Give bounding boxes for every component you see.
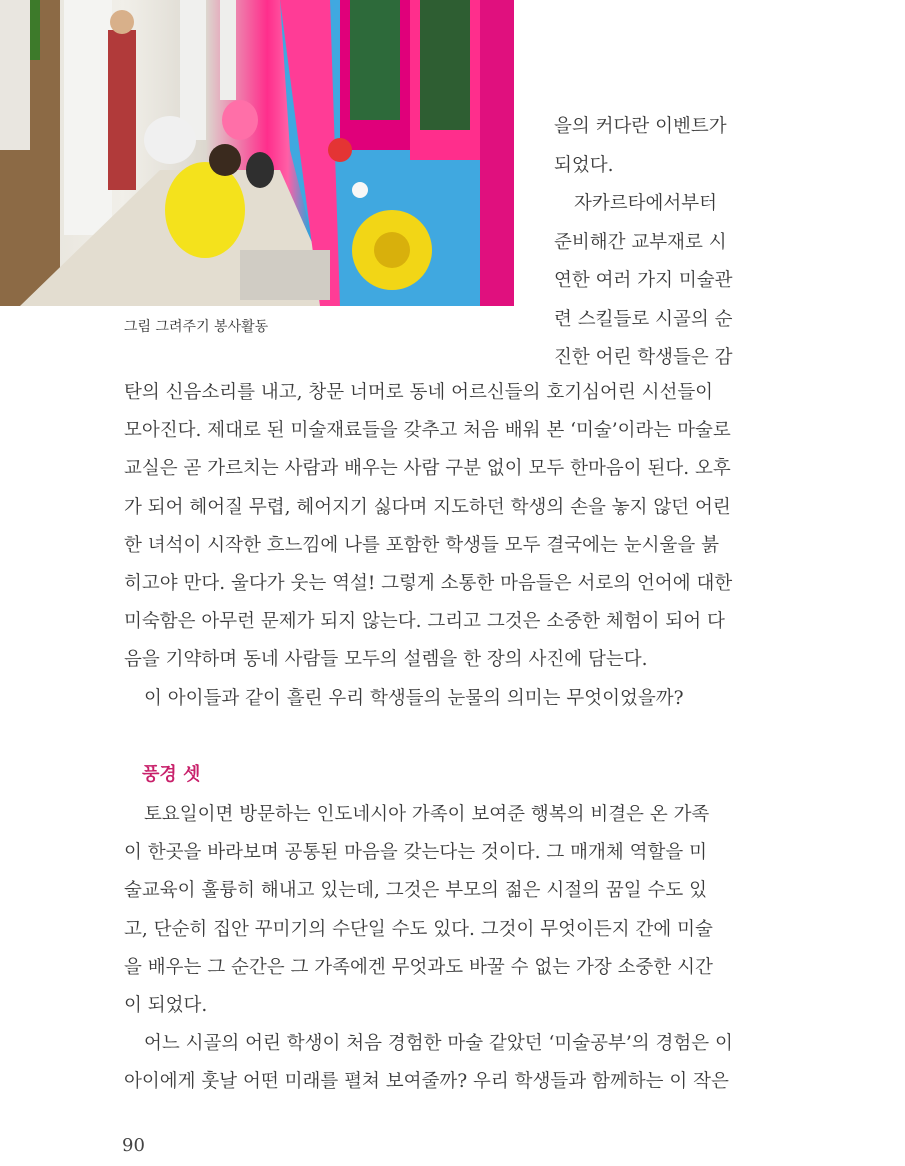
figure-caption: 그림 그려주기 봉사활동 [124, 319, 269, 335]
body-line: 어느 시골의 어린 학생이 처음 경험한 마술 같았던 ‘미술공부’의 경험은 이 [144, 1033, 733, 1055]
section2-body [124, 796, 736, 1102]
body-line: 탄의 신음소리를 내고, 창문 너머로 동네 어르신들의 호기심어린 시선들이 [124, 382, 714, 403]
body-line: 아이에게 훗날 어떤 미래를 펼쳐 보여줄까? 우리 학생들과 함께하는 이 작은 [124, 1071, 729, 1093]
body-line: 을 배우는 그 순간은 그 가족에겐 무엇과도 바꿀 수 없는 가장 소중한 시간 [124, 956, 713, 978]
body-line: 고, 단순히 집안 꾸미기의 수단일 수도 있다. 그것이 무엇이든지 간에 미술 [124, 918, 713, 940]
side-text-line: 연한 여러 가지 미술관 [554, 270, 733, 291]
volunteer-painting-photo [0, 0, 514, 306]
side-text-line: 되었다. [554, 154, 614, 176]
section1-body [124, 374, 736, 718]
body-line: 모아진다. 제대로 된 미술재료들을 갖추고 처음 배워 본 ‘미술’이라는 마술로 [124, 420, 731, 442]
body-line: 이 아이들과 같이 흘린 우리 학생들의 눈물의 의미는 무엇이었을까? [144, 687, 684, 709]
photo-illustration [0, 0, 514, 306]
side-text-block [554, 108, 744, 378]
body-line: 음을 기약하며 동네 사람들 모두의 설렘을 한 장의 사진에 담는다. [124, 649, 648, 671]
body-line: 미숙함은 아무런 문제가 되지 않는다. 그리고 그것은 소중한 체험이 되어 다 [124, 611, 725, 633]
side-text-line: 진한 어린 학생들은 감 [554, 347, 733, 368]
body-line: 이 한곳을 바라보며 공통된 마음을 갖는다는 것이다. 그 매개체 역할을 미 [124, 842, 707, 864]
body-line: 히고야 만다. 울다가 웃는 역설! 그렇게 소통한 마음들은 서로의 언어에 대한 [124, 573, 733, 595]
body-line: 교실은 곧 가르치는 사람과 배우는 사람 구분 없이 모두 한마음이 된다. 오후 [124, 458, 731, 480]
body-line: 가 되어 헤어질 무렵, 헤어지기 싫다며 지도하던 학생의 손을 놓지 않던 어린 [124, 496, 731, 518]
body-line: 이 되었다. [124, 995, 208, 1017]
side-text-line: 자카르타에서부터 [574, 193, 717, 214]
section-heading: 풍경 셋 [142, 764, 201, 785]
page-number: 90 [122, 1135, 145, 1156]
side-text-line: 련 스킬들로 시골의 순 [554, 308, 733, 330]
side-text-line: 준비해간 교부재로 시 [554, 231, 727, 253]
side-text-line: 을의 커다란 이벤트가 [554, 116, 727, 137]
body-line: 한 녀석이 시작한 흐느낌에 나를 포함한 학생들 모두 결국에는 눈시울을 붉 [124, 534, 719, 556]
body-line: 토요일이면 방문하는 인도네시아 가족이 보여준 행복의 비결은 온 가족 [144, 804, 710, 825]
body-line: 술교육이 훌륭히 해내고 있는데, 그것은 부모의 젊은 시절의 꿈일 수도 있 [124, 880, 707, 902]
